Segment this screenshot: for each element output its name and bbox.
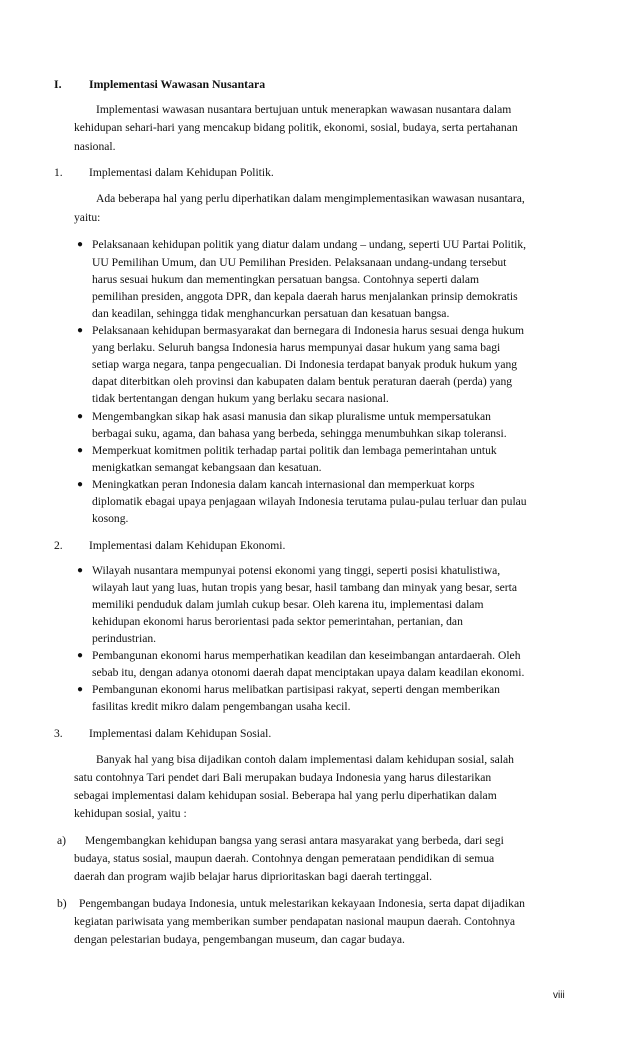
bullet-dot: ● [77, 411, 84, 422]
paragraph-line: sebagai implementasi dalam kehidupan sosial. Beberapa hal yang perlu diperhatikan dalam [74, 789, 497, 802]
subsection-title: Implementasi dalam Kehidupan Sosial. [89, 727, 272, 740]
section-title: Implementasi Wawasan Nusantara [89, 77, 266, 91]
paragraph-line: yaitu: [74, 211, 101, 224]
bullet-line: wilayah laut yang luas, hutan tropis yang besar, hasil tambang dan minyak yang besar, serta [92, 581, 518, 594]
page-number: viii [553, 990, 565, 1001]
paragraph-line: kehidupan sehari-hari yang mencakup bidang politik, ekonomi, sosial, budaya, serta pertahanan [74, 121, 518, 134]
bullet-line: harus sesuai hukum dan mementingkan persatuan bangsa. Contohnya seperti dalam [92, 273, 480, 286]
bullet-line: Pelaksanaan kehidupan politik yang diatur dalam undang – undang, seperti UU Partai Politik, [92, 238, 527, 251]
bullet-line: Pembangunan ekonomi harus melibatkan partisipasi rakyat, seperti dengan memberikan [92, 683, 500, 696]
bullet-line: dan keadilan, sehingga tidak menghancurkan persatuan dan kesatuan bangsa. [92, 307, 450, 320]
bullet-dot: ● [77, 650, 84, 661]
list-line: budaya, status sosial, maupun daerah. Contohnya dengan pemerataan pendidikan di semua [74, 852, 495, 865]
bullet-dot: ● [77, 445, 84, 456]
bullet-line: UU Pemilihan Umum, dan UU Pemilihan Presiden. Pelaksanaan undang-undang tersebut [92, 256, 507, 269]
list-label: a) [57, 834, 67, 847]
subsection-number: 1. [54, 166, 63, 179]
subsection-title: Implementasi dalam Kehidupan Politik. [89, 166, 274, 179]
list-line: Mengembangkan kehidupan bangsa yang serasi antara masyarakat yang berbeda, dari segi [85, 834, 504, 847]
paragraph-line: nasional. [74, 140, 116, 153]
paragraph-line: satu contohnya Tari pendet dari Bali merupakan budaya Indonesia yang harus dilestarikan [74, 771, 492, 784]
bullet-line: memiliki penduduk dalam jumlah cukup besar. Oleh karena itu, implementasi dalam [92, 598, 484, 611]
subsection-number: 2. [54, 539, 63, 552]
bullet-line: yang berlaku. Seluruh bangsa Indonesia harus mempunyai dasar hukum yang sama bagi [92, 341, 501, 354]
list-line: daerah dan program wajib belajar harus diprioritaskan bagi daerah tertinggal. [74, 870, 432, 883]
bullet-line: pemilihan presiden, anggota DPR, dan kepala daerah harus menjalankan prinsip demokratis [92, 290, 518, 303]
bullet-line: Meningkatkan peran Indonesia dalam kancah internasional dan memperkuat korps [92, 478, 475, 491]
bullet-line: perindustrian. [92, 632, 157, 645]
paragraph-line: Ada beberapa hal yang perlu diperhatikan dalam mengimplementasikan wawasan nusantara, [96, 192, 525, 205]
bullet-dot: ● [77, 479, 84, 490]
list-line: dengan pelestarian budaya, pengembangan museum, dan cagar budaya. [74, 933, 405, 946]
section-number: I. [54, 77, 62, 91]
subsection-title: Implementasi dalam Kehidupan Ekonomi. [89, 539, 286, 552]
bullet-line: menigkatkan semangat kebangsaan dan kesatuan. [92, 461, 322, 474]
bullet-line: sebab itu, dengan adanya otonomi daerah dapat menciptakan upaya dalam keadilan ekonomi. [92, 666, 525, 679]
bullet-line: Mengembangkan sikap hak asasi manusia dan sikap pluralisme untuk mempersatukan [92, 410, 491, 423]
list-line: kegiatan pariwisata yang memberikan sumber pendapatan nasional maupun daerah. Contohnya [74, 915, 516, 928]
subsection-number: 3. [54, 727, 63, 740]
bullet-line: dapat diterbitkan oleh provinsi dan kabupaten dalam bentuk peraturan daerah (perda) yang [92, 375, 513, 388]
bullet-dot: ● [77, 325, 84, 336]
bullet-line: kosong. [92, 512, 129, 525]
bullet-line: fasilitas kredit mikro dalam pengembangan usaha kecil. [92, 700, 351, 713]
list-label: b) [57, 897, 67, 910]
bullet-line: kehidupan ekonomi harus berorientasi pada sektor pemerintahan, pertanian, dan [92, 615, 463, 628]
list-line: Pengembangan budaya Indonesia, untuk melestarikan kekayaan Indonesia, serta dapat dijadikan [79, 897, 525, 910]
bullet-dot: ● [77, 239, 84, 250]
bullet-dot: ● [77, 684, 84, 695]
bullet-line: Memperkuat komitmen politik terhadap partai politik dan lembaga pemerintahan untuk [92, 444, 497, 457]
bullet-line: setiap warga negara, tanpa pengecualian. Di Indonesia terdapat banyak produk hukum yang [92, 358, 518, 371]
bullet-line: berbagai suku, agama, dan bahasa yang berbeda, sehingga menumbuhkan sikap toleransi. [92, 427, 507, 440]
paragraph-line: Banyak hal yang bisa dijadikan contoh dalam implementasi dalam kehidupan sosial, salah [96, 753, 514, 766]
bullet-line: Pelaksanaan kehidupan bermasyarakat dan bernegara di Indonesia harus sesuai denga hukum [92, 324, 525, 337]
bullet-line: diplomatik ebagai upaya penjagaan wilayah Indonesia terutama pulau-pulau terluar dan pulau [92, 495, 527, 508]
bullet-line: Pembangunan ekonomi harus memperhatikan keadilan dan keseimbangan antardaerah. Oleh [92, 649, 521, 662]
paragraph-line: kehidupan sosial, yaitu : [74, 807, 187, 820]
paragraph-line: Implementasi wawasan nusantara bertujuan untuk menerapkan wawasan nusantara dalam [96, 103, 512, 116]
bullet-line: Wilayah nusantara mempunyai potensi ekonomi yang tinggi, seperti posisi khatulistiwa, [92, 564, 501, 577]
bullet-line: tidak bertentangan dengan hukum yang berlaku secara nasional. [92, 392, 389, 405]
bullet-dot: ● [77, 565, 84, 576]
